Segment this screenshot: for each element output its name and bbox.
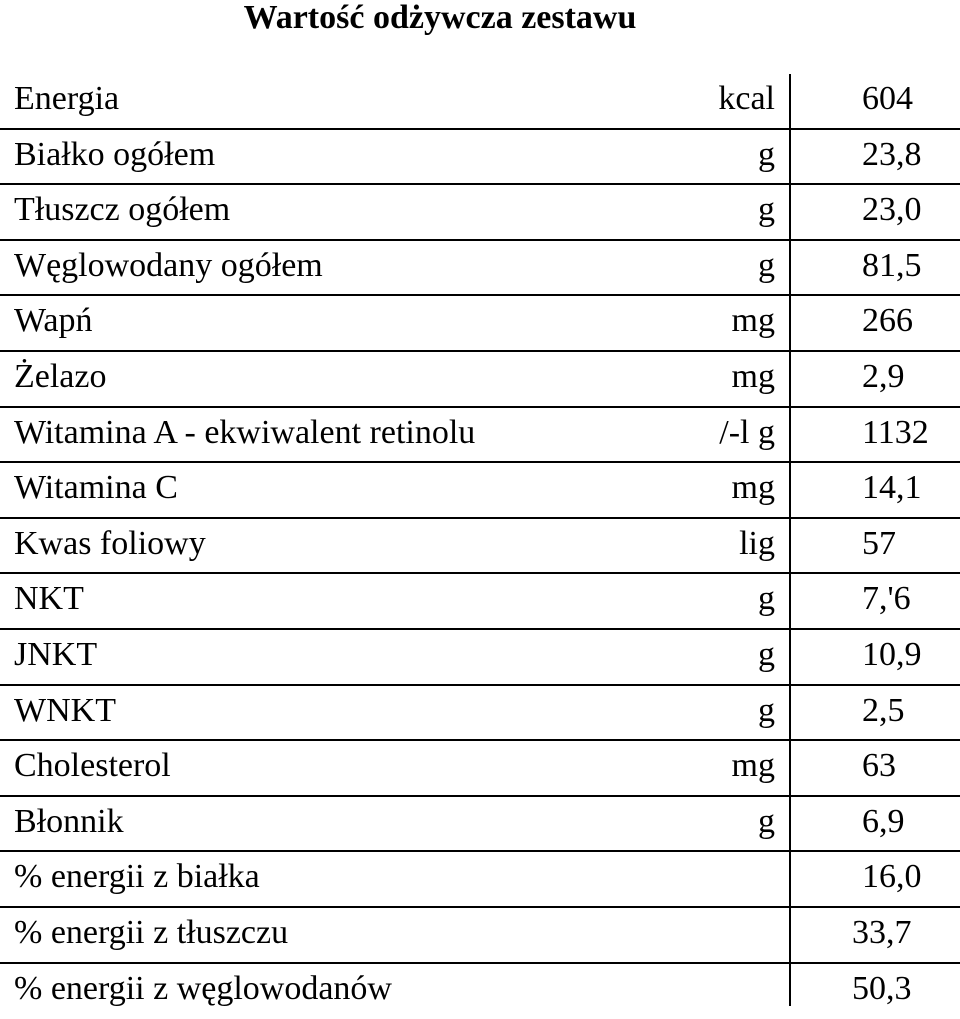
nutrient-unit: lig — [739, 519, 775, 573]
nutrient-unit: mg — [732, 741, 775, 795]
nutrient-name: WNKT — [14, 686, 116, 740]
table-row — [0, 352, 960, 408]
nutrient-name: Witamina A - ekwiwalent retinolu — [14, 408, 475, 462]
nutrient-value: 23,8 — [862, 130, 922, 184]
nutrient-name: NKT — [14, 574, 84, 628]
table-row — [0, 185, 960, 241]
nutrient-name: Cholesterol — [14, 741, 171, 795]
nutrient-name: Wapń — [14, 296, 92, 350]
nutrient-unit: g — [758, 241, 775, 295]
nutrient-value: 16,0 — [862, 852, 922, 906]
nutrition-table — [0, 74, 960, 1019]
table-row — [0, 241, 960, 297]
nutrient-name: Tłuszcz ogółem — [14, 185, 230, 239]
table-row — [0, 408, 960, 464]
nutrient-unit: mg — [732, 463, 775, 517]
nutrient-unit: /-l g — [719, 408, 775, 462]
table-row — [0, 630, 960, 686]
nutrient-name: Błonnik — [14, 797, 124, 851]
nutrient-name: Węglowodany ogółem — [14, 241, 323, 295]
nutrient-name: Białko ogółem — [14, 130, 215, 184]
nutrient-value: 2,5 — [862, 686, 905, 740]
table-row — [0, 964, 960, 1019]
nutrient-value: 57 — [862, 519, 896, 573]
nutrient-value: 33,7 — [852, 908, 912, 962]
nutrient-value: 7,'6 — [862, 574, 911, 628]
nutrient-name: Witamina C — [14, 463, 178, 517]
table-row — [0, 296, 960, 352]
nutrient-value: 2,9 — [862, 352, 905, 406]
nutrient-name: % energii z węglowodanów — [14, 964, 392, 1019]
nutrient-name: % energii z tłuszczu — [14, 908, 288, 962]
nutrient-unit: g — [758, 185, 775, 239]
table-row — [0, 519, 960, 575]
table-row — [0, 741, 960, 797]
table-row — [0, 908, 960, 964]
table-row — [0, 74, 960, 130]
nutrient-unit: g — [758, 130, 775, 184]
nutrient-name: % energii z białka — [14, 852, 260, 906]
table-row — [0, 686, 960, 742]
table-row — [0, 797, 960, 853]
nutrient-value: 81,5 — [862, 241, 922, 295]
nutrient-unit: g — [758, 686, 775, 740]
nutrient-name: Kwas foliowy — [14, 519, 206, 573]
nutrient-name: JNKT — [14, 630, 97, 684]
nutrient-unit: g — [758, 574, 775, 628]
nutrient-unit: mg — [732, 296, 775, 350]
table-title: Wartość odżywcza zestawu — [0, 0, 880, 40]
nutrient-unit: kcal — [718, 74, 775, 128]
nutrient-value: 63 — [862, 741, 896, 795]
nutrient-value: 14,1 — [862, 463, 922, 517]
nutrient-value: 6,9 — [862, 797, 905, 851]
table-row — [0, 574, 960, 630]
nutrient-unit: g — [758, 630, 775, 684]
table-row — [0, 130, 960, 186]
nutrient-value: 23,0 — [862, 185, 922, 239]
nutrient-name: Energia — [14, 74, 119, 128]
nutrient-value: 50,3 — [852, 964, 912, 1019]
table-row — [0, 463, 960, 519]
nutrient-name: Żelazo — [14, 352, 107, 406]
nutrient-value: 10,9 — [862, 630, 922, 684]
table-row — [0, 852, 960, 908]
nutrient-value: 1132 — [862, 408, 929, 462]
nutrient-unit: g — [758, 797, 775, 851]
nutrient-value: 604 — [862, 74, 913, 128]
nutrient-value: 266 — [862, 296, 913, 350]
nutrient-unit: mg — [732, 352, 775, 406]
